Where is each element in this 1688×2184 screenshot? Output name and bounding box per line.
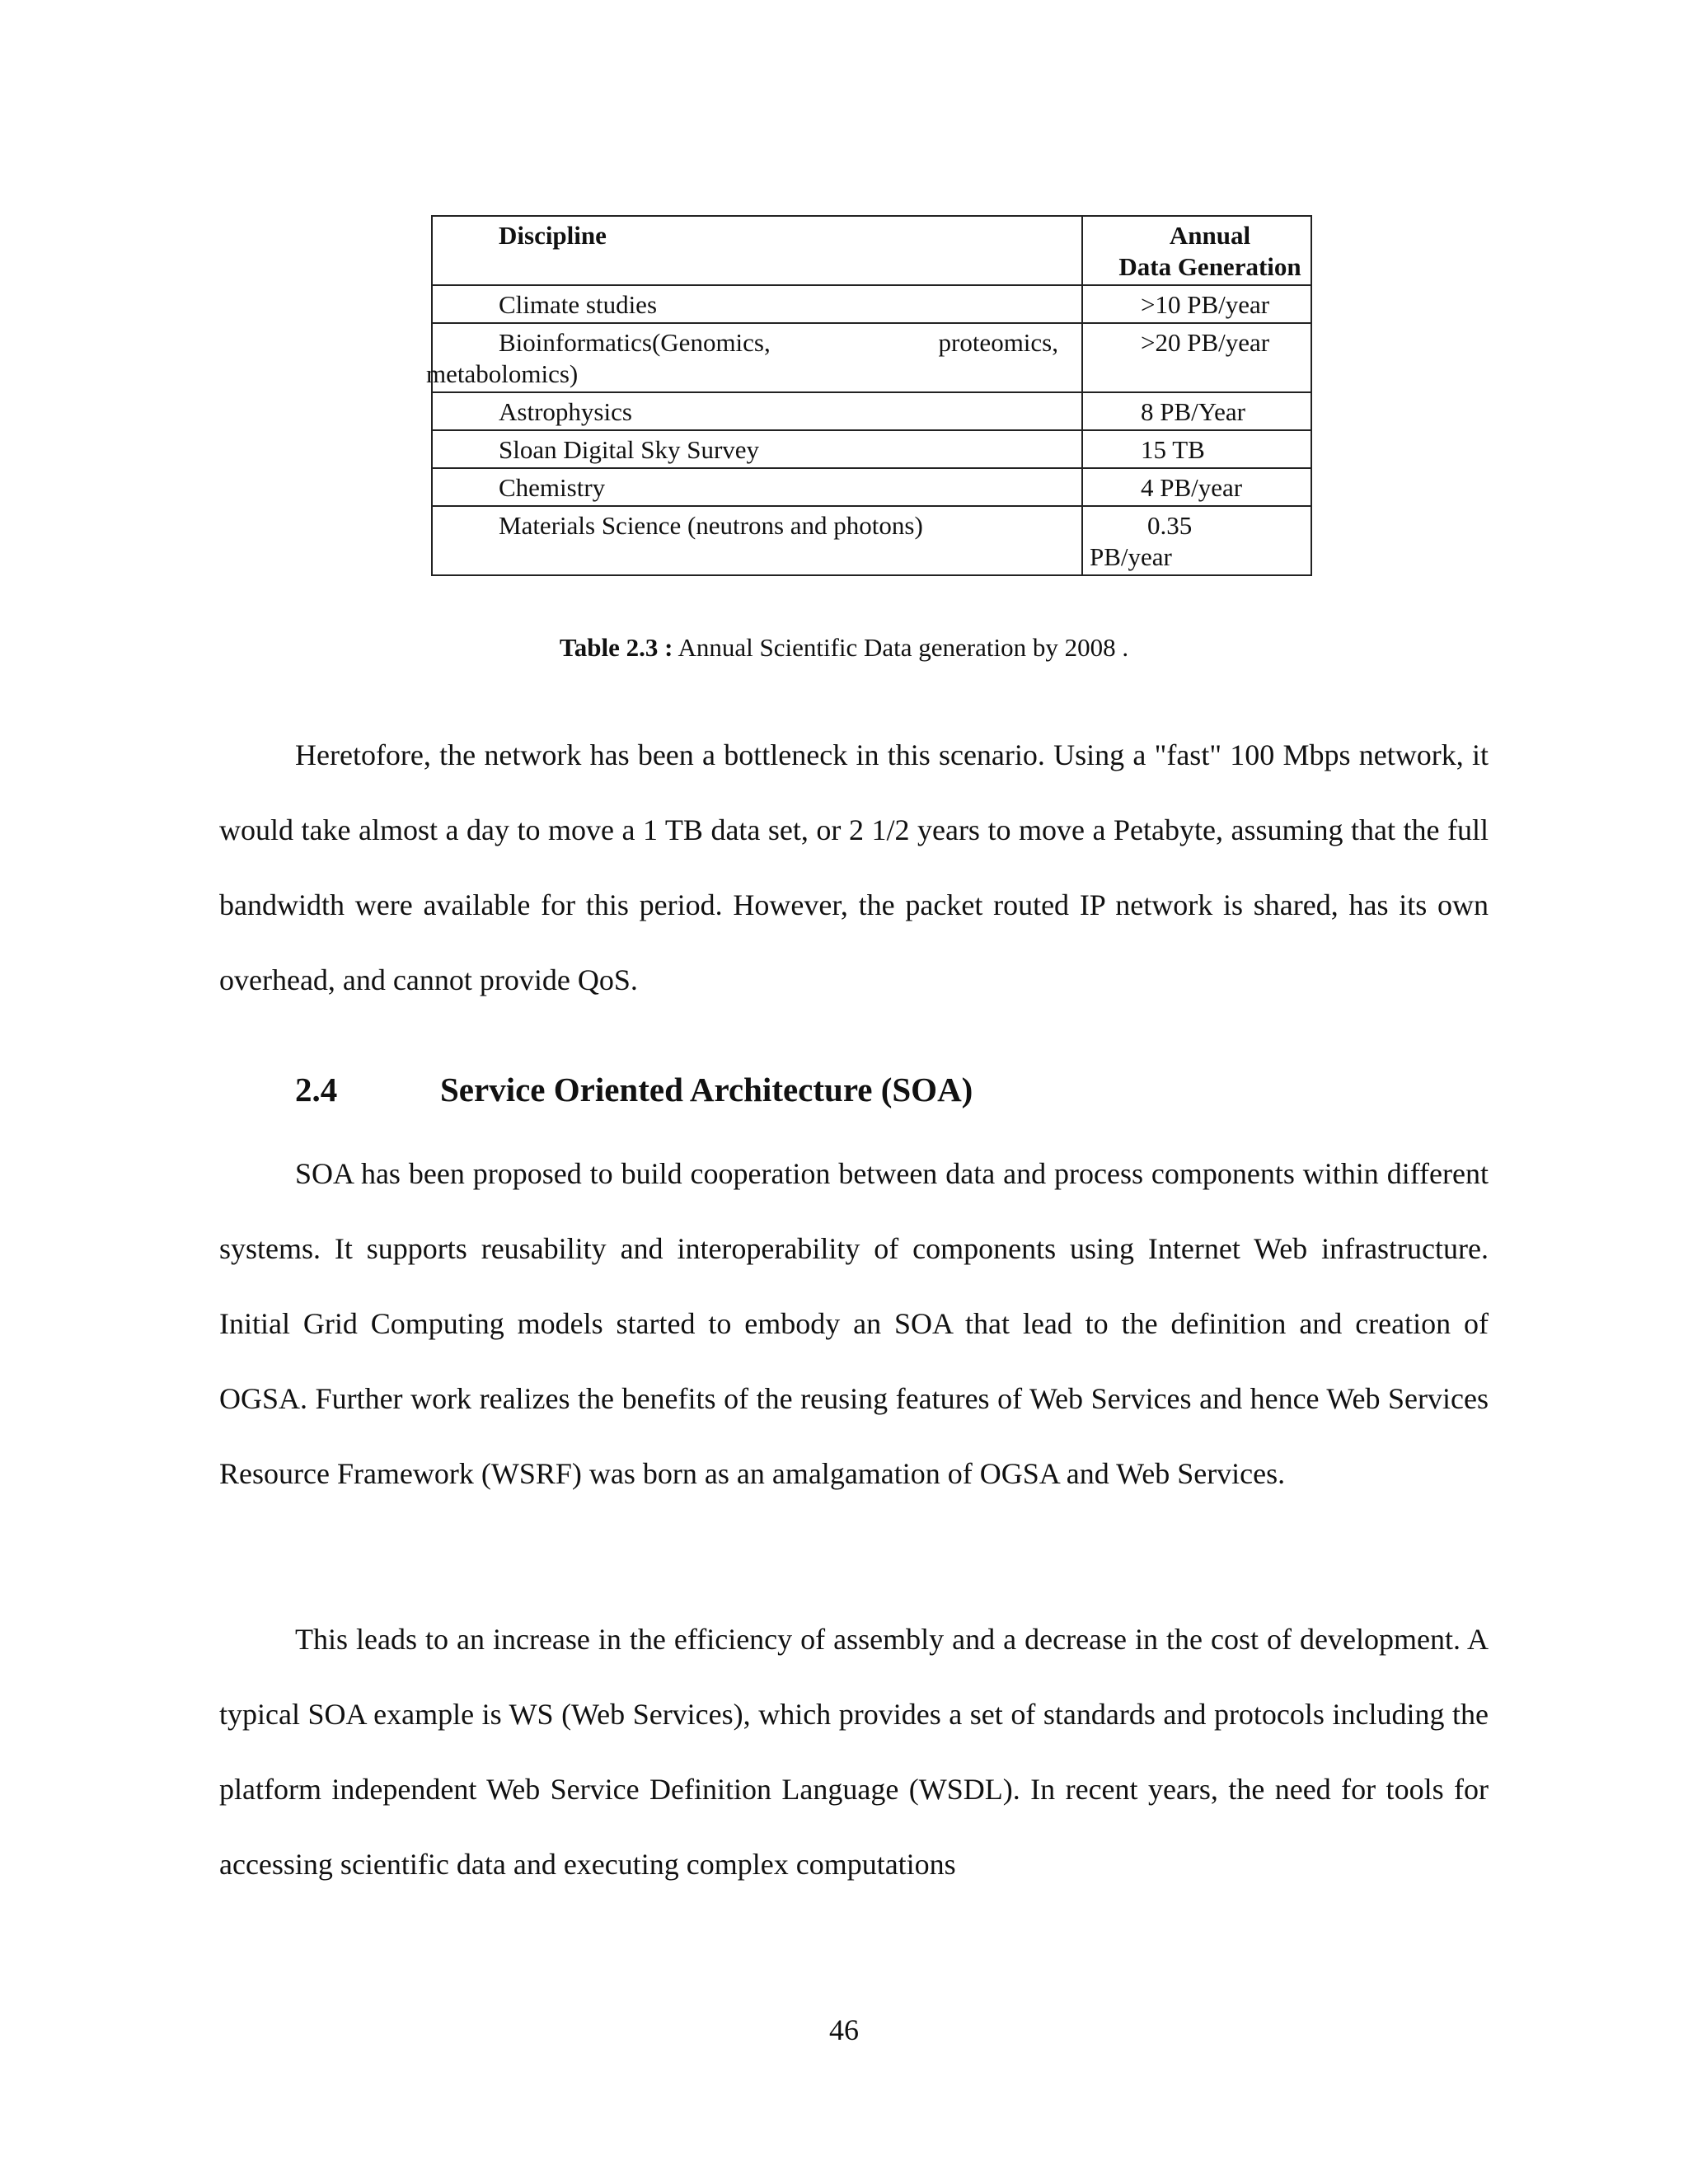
- table-row: [432, 506, 1311, 575]
- section-number: 2.4: [295, 1071, 338, 1108]
- table-row: [432, 430, 1311, 468]
- cell-discipline: Materials Science (neutrons and photons): [432, 506, 1082, 575]
- paragraph-soa-intro: SOA has been proposed to build cooperation between data and process components within different systems. It supports reusability and interoperability of components using Internet Web infrastructure. Initial Grid Computing models started to embody an SOA that lead to the definition and creation of OGSA. Further work realizes the benefits of the reusing features of Web Services and hence Web Services Resource Framework (WSRF) was born as an amalgamation of OGSA and Web Services.: [219, 1157, 1489, 1490]
- cell-value: >10 PB/year: [1082, 285, 1311, 323]
- section-heading: [295, 1070, 973, 1109]
- table-row: [432, 392, 1311, 430]
- data-generation-table-container: [426, 215, 1311, 576]
- header-discipline: Discipline: [432, 216, 1082, 285]
- cell-discipline-part2: proteomics,: [938, 328, 1058, 357]
- page-number: 46: [829, 2013, 859, 2046]
- cell-value: >20 PB/year: [1082, 323, 1311, 392]
- header-annual-data-generation: [1082, 216, 1311, 285]
- cell-discipline-part3: metabolomics): [426, 359, 579, 388]
- cell-value: 4 PB/year: [1082, 468, 1311, 506]
- cell-discipline: Astrophysics: [432, 392, 1082, 430]
- table-row: [432, 323, 1311, 392]
- table-row: [432, 285, 1311, 323]
- cell-discipline: [426, 323, 1082, 392]
- table-caption: [0, 633, 1688, 663]
- cell-value-line2: PB/year: [1090, 542, 1172, 571]
- paragraph-network-bottleneck: Heretofore, the network has been a bottleneck in this scenario. Using a "fast" 100 Mbps network, it would take almost a day to move a 1 TB data set, or 2 1/2 years to move a Petabyte, assuming that the full bandwidth were available for this period. However, the packet routed IP network is shared, has its own overhead, and cannot provide QoS.: [219, 738, 1489, 996]
- header-annual-line1: Annual: [1169, 221, 1251, 250]
- cell-value: 8 PB/Year: [1082, 392, 1311, 430]
- cell-value-line1: 0.35: [1147, 511, 1193, 540]
- cell-discipline: Chemistry: [432, 468, 1082, 506]
- paragraph-soa-efficiency: This leads to an increase in the efficiency of assembly and a decrease in the cost of development. A typical SOA example is WS (Web Services), which provides a set of standards and protocols including the platform independent Web Service Definition Language (WSDL). In recent years, the need for tools for accessing scientific data and executing complex computations: [219, 1623, 1489, 1881]
- table-caption-text: Annual Scientific Data generation by 2008 .: [673, 633, 1129, 662]
- cell-discipline: Sloan Digital Sky Survey: [432, 430, 1082, 468]
- cell-discipline-part1: Bioinformatics(Genomics,: [499, 328, 771, 357]
- table-row: [432, 468, 1311, 506]
- data-generation-table: [426, 215, 1312, 576]
- header-annual-line2: Data Generation: [1118, 252, 1301, 281]
- table-caption-label: Table 2.3 :: [559, 633, 673, 662]
- section-title: Service Oriented Architecture (SOA): [440, 1071, 973, 1108]
- cell-discipline: Climate studies: [432, 285, 1082, 323]
- table-header-row: [432, 216, 1311, 285]
- cell-value: 15 TB: [1082, 430, 1311, 468]
- cell-value: [1082, 506, 1311, 575]
